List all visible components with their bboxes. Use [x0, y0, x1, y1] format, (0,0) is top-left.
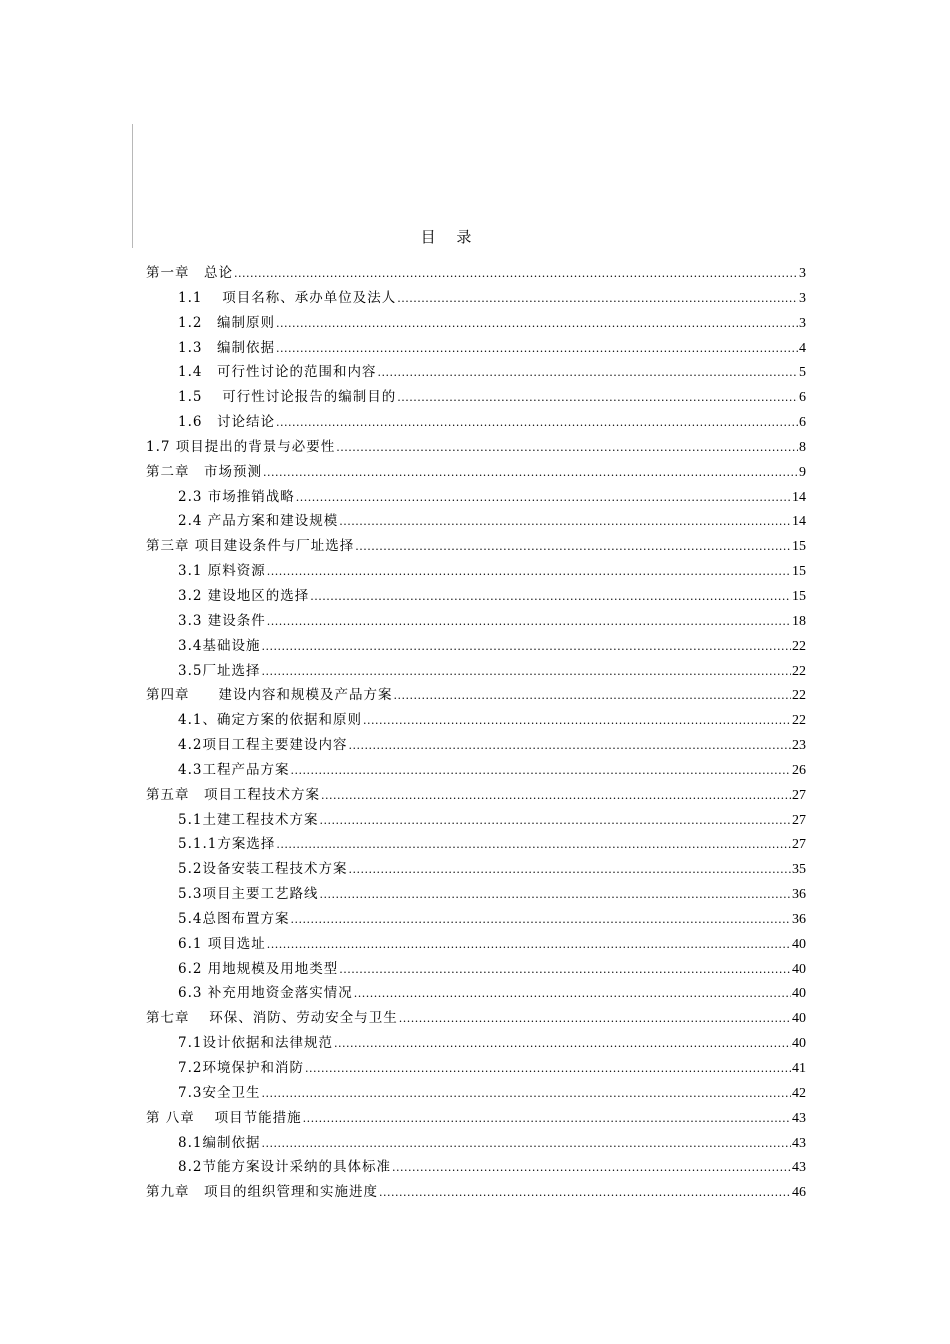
toc-entry-page: 22	[792, 638, 806, 654]
toc-entry-page: 23	[792, 738, 806, 754]
toc-entry[interactable]	[146, 584, 806, 609]
toc-entry-label: 7.1设计依据和法律规范	[178, 1035, 333, 1052]
toc-dot-leader	[363, 709, 791, 734]
toc-entry[interactable]	[146, 857, 806, 882]
toc-entry-page: 27	[792, 787, 806, 803]
toc-dot-leader	[276, 337, 798, 362]
toc-entry-page: 27	[792, 812, 806, 828]
toc-dot-leader	[392, 1156, 791, 1181]
toc-entry-label: 第二章 市场预测	[146, 463, 262, 480]
toc-entry-label: 1.5 可行性讨论报告的编制目的	[178, 389, 397, 406]
toc-entry-label: 1.4 可行性讨论的范围和内容	[178, 364, 377, 381]
toc-entry-label: 第七章 环保、消防、劳动安全与卫生	[146, 1010, 398, 1027]
toc-entry-label: 5.4总图布置方案	[178, 910, 290, 927]
toc-entry-page: 3	[799, 315, 806, 331]
toc-entry-label: 4.2项目工程主要建设内容	[178, 737, 348, 754]
toc-entry-page: 26	[792, 762, 806, 778]
toc-entry-label: 第 八章 项目节能措施	[146, 1109, 302, 1126]
toc-dot-leader	[267, 933, 791, 958]
toc-dot-leader	[319, 809, 791, 834]
toc-entry-label: 4.1、确定方案的依据和原则	[178, 712, 362, 729]
toc-entry[interactable]	[146, 311, 806, 336]
toc-dot-leader	[377, 361, 798, 386]
toc-entry[interactable]	[146, 683, 806, 708]
toc-entry[interactable]	[146, 832, 806, 857]
toc-dot-leader	[321, 784, 791, 809]
toc-dot-leader	[261, 1082, 791, 1107]
toc-dot-leader	[267, 610, 791, 635]
toc-entry-label: 6.1 项目选址	[178, 935, 266, 952]
toc-dot-leader	[263, 461, 798, 486]
toc-entry[interactable]	[146, 1131, 806, 1156]
toc-entry[interactable]	[146, 733, 806, 758]
toc-entry-page: 27	[792, 837, 806, 853]
toc-entry-page: 41	[792, 1061, 806, 1076]
toc-dot-leader	[276, 312, 798, 337]
toc-entry-page: 15	[792, 588, 806, 604]
toc-dot-leader	[261, 660, 791, 685]
toc-entry-page: 15	[792, 539, 806, 555]
toc-dot-leader	[296, 486, 791, 511]
toc-entry-page: 40	[792, 936, 806, 952]
toc-entry[interactable]	[146, 1106, 806, 1131]
toc-entry-label: 7.3安全卫生	[178, 1084, 261, 1101]
toc-entry-page: 3	[799, 266, 806, 281]
toc-entry[interactable]	[146, 957, 806, 982]
toc-entry-page: 35	[792, 862, 806, 878]
toc-entry-page: 14	[792, 489, 806, 505]
toc-entry-label: 第三章 项目建设条件与厂址选择	[146, 538, 355, 555]
toc-entry[interactable]	[146, 559, 806, 584]
toc-entry-label: 3.1 原料资源	[178, 563, 266, 580]
toc-entry-label: 3.4基础设施	[178, 637, 261, 654]
toc-dot-leader	[339, 510, 791, 535]
toc-entry[interactable]	[146, 534, 806, 559]
toc-entry-page: 6	[799, 415, 806, 431]
toc-entry[interactable]	[146, 1031, 806, 1056]
toc-entry[interactable]	[146, 485, 806, 510]
toc-dot-leader	[355, 535, 791, 560]
toc-dot-leader	[310, 585, 791, 610]
toc-dot-leader	[261, 635, 791, 660]
toc-entry[interactable]	[146, 1006, 806, 1031]
toc-entry[interactable]	[146, 659, 806, 684]
toc-entry[interactable]	[146, 907, 806, 932]
toc-dot-leader	[267, 560, 791, 585]
toc-entry-label: 8.2节能方案设计采纳的具体标准	[178, 1159, 391, 1176]
toc-entry-label: 6.2 用地规模及用地类型	[178, 960, 339, 977]
toc-dot-leader	[305, 1057, 791, 1082]
toc-dot-leader	[290, 908, 791, 933]
toc-entry-label: 5.3项目主要工艺路线	[178, 886, 319, 903]
toc-entry-label: 1.2 编制原则	[178, 314, 275, 331]
toc-entry[interactable]	[146, 808, 806, 833]
toc-dot-leader	[303, 1107, 791, 1132]
toc-entry[interactable]	[146, 1056, 806, 1081]
toc-entry[interactable]	[146, 261, 806, 286]
toc-entry-page: 4	[799, 340, 806, 356]
toc-entry[interactable]	[146, 634, 806, 659]
toc-entry-page: 40	[792, 986, 806, 1002]
toc-entry-page: 5	[799, 365, 806, 381]
toc-entry-page: 43	[792, 1135, 806, 1151]
toc-entry[interactable]	[146, 286, 806, 311]
toc-dot-leader	[319, 883, 791, 908]
toc-entry-page: 9	[799, 464, 806, 480]
toc-entry[interactable]	[146, 435, 806, 460]
toc-entry-label: 第九章 项目的组织管理和实施进度	[146, 1184, 378, 1201]
toc-entry[interactable]	[146, 981, 806, 1006]
table-of-contents	[146, 261, 806, 1205]
toc-entry-page: 3	[799, 290, 806, 306]
toc-entry-page: 22	[792, 713, 806, 729]
toc-entry[interactable]	[146, 410, 806, 435]
toc-entry-label: 7.2环境保护和消防	[178, 1060, 304, 1076]
toc-dot-leader	[261, 1132, 791, 1157]
toc-entry-label: 1.3 编制依据	[178, 339, 275, 356]
toc-dot-leader	[348, 734, 791, 759]
toc-dot-leader	[276, 833, 791, 858]
toc-entry-label: 5.1.1方案选择	[178, 836, 276, 853]
toc-entry[interactable]	[146, 1081, 806, 1106]
toc-entry[interactable]	[146, 609, 806, 634]
toc-dot-leader	[336, 436, 798, 461]
toc-entry-page: 40	[792, 1011, 806, 1027]
toc-entry-page: 14	[792, 514, 806, 530]
toc-entry-page: 15	[792, 564, 806, 580]
toc-entry-label: 1.6 讨论结论	[178, 414, 275, 431]
toc-entry[interactable]	[146, 509, 806, 534]
toc-entry[interactable]	[146, 758, 806, 783]
toc-entry-page: 18	[792, 613, 806, 629]
toc-entry-page: 43	[792, 1110, 806, 1126]
toc-entry[interactable]	[146, 360, 806, 385]
toc-entry-label: 3.2 建设地区的选择	[178, 587, 310, 604]
toc-entry-label: 2.4 产品方案和建设规模	[178, 513, 339, 530]
toc-entry-page: 22	[792, 688, 806, 704]
toc-title: 目 录	[420, 228, 480, 246]
toc-entry-page: 36	[792, 887, 806, 903]
toc-entry-label: 第一章 总论	[146, 265, 233, 281]
toc-entry-page: 40	[792, 1036, 806, 1052]
toc-entry-label: 3.5厂址选择	[178, 662, 261, 679]
toc-entry-label: 1.7 项目提出的背景与必要性	[146, 438, 336, 455]
toc-entry-page: 42	[792, 1085, 806, 1101]
toc-dot-leader	[399, 1007, 791, 1032]
toc-entry-label: 第四章 建设内容和规模及产品方案	[146, 687, 393, 704]
toc-dot-leader	[379, 1181, 791, 1206]
toc-entry[interactable]	[146, 783, 806, 808]
toc-entry[interactable]	[146, 1155, 806, 1180]
toc-entry[interactable]	[146, 1180, 806, 1205]
toc-entry-label: 1.1 项目名称、承办单位及法人	[178, 289, 397, 306]
toc-dot-leader	[394, 684, 792, 709]
toc-dot-leader	[354, 982, 791, 1007]
toc-entry-label: 第五章 项目工程技术方案	[146, 786, 320, 803]
toc-dot-leader	[397, 386, 798, 411]
toc-entry-page: 46	[792, 1185, 806, 1201]
toc-dot-leader	[397, 287, 798, 312]
toc-entry[interactable]	[146, 385, 806, 410]
toc-entry-label: 6.3 补充用地资金落实情况	[178, 985, 353, 1002]
toc-entry[interactable]	[146, 932, 806, 957]
toc-entry-page: 40	[792, 961, 806, 977]
toc-entry[interactable]	[146, 336, 806, 361]
toc-entry-label: 8.1编制依据	[178, 1134, 261, 1151]
toc-entry-page: 43	[792, 1160, 806, 1176]
toc-entry[interactable]	[146, 708, 806, 733]
toc-dot-leader	[348, 858, 791, 883]
toc-entry-page: 36	[792, 911, 806, 927]
toc-dot-leader	[339, 958, 791, 983]
toc-entry-page: 22	[792, 663, 806, 679]
toc-entry-page: 6	[799, 390, 806, 406]
toc-entry-page: 8	[799, 439, 806, 455]
toc-dot-leader	[290, 759, 791, 784]
toc-entry-label: 5.2设备安装工程技术方案	[178, 861, 348, 878]
toc-entry-label: 2.3 市场推销战略	[178, 488, 295, 505]
toc-entry[interactable]	[146, 460, 806, 485]
toc-dot-leader	[334, 1032, 791, 1057]
toc-entry-label: 5.1土建工程技术方案	[178, 811, 319, 828]
toc-entry-label: 3.3 建设条件	[178, 612, 266, 629]
toc-dot-leader	[276, 411, 798, 436]
toc-entry[interactable]	[146, 882, 806, 907]
toc-entry-label: 4.3工程产品方案	[178, 761, 290, 778]
toc-dot-leader	[234, 262, 798, 287]
